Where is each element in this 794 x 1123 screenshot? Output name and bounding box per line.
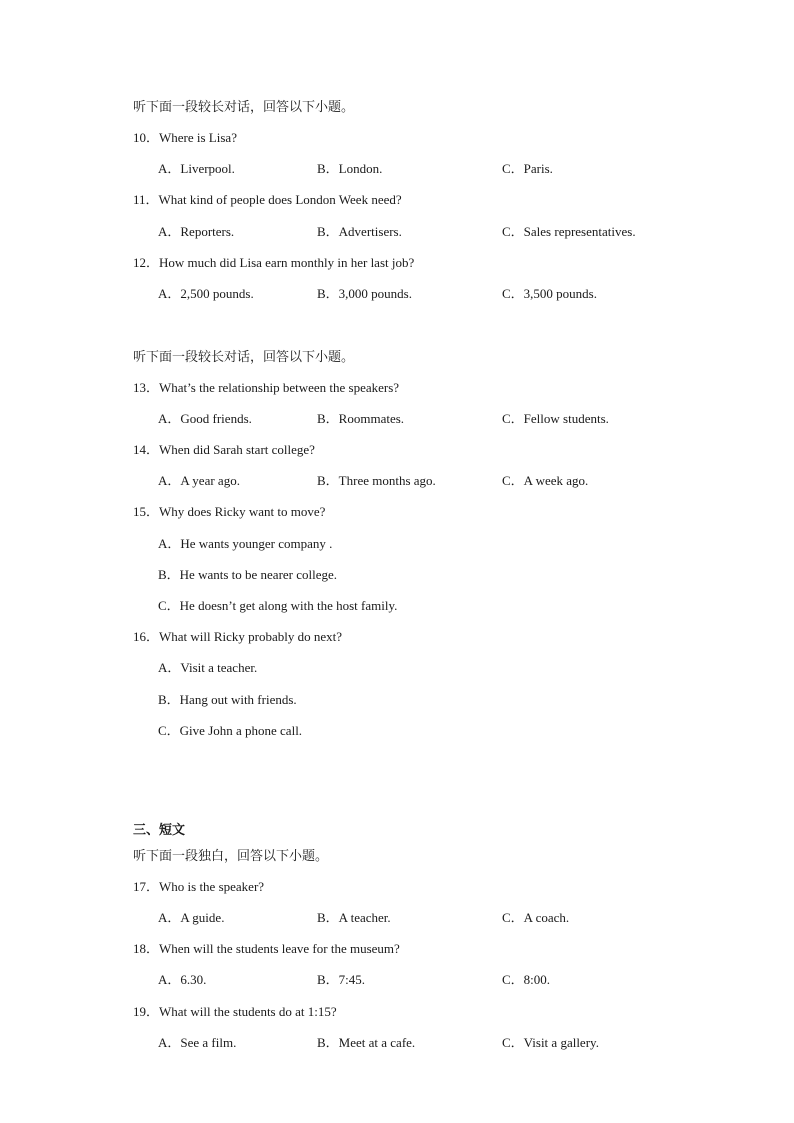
question-10-option-c[interactable]: C．Paris. xyxy=(502,161,553,176)
question-16-option-a[interactable]: A．Visit a teacher. xyxy=(158,660,258,675)
question-13-option-c[interactable]: C．Fellow students. xyxy=(502,411,609,426)
question-15-option-b[interactable]: B．He wants to be nearer college. xyxy=(158,567,338,582)
question-18-stem: 18．When will the students leave for the museum? xyxy=(133,941,400,956)
question-17-option-c[interactable]: C．A coach. xyxy=(502,910,570,925)
question-10-option-a[interactable]: A．Liverpool. xyxy=(158,161,235,176)
question-13-stem: 13．What’s the relationship between the speakers? xyxy=(133,380,400,395)
question-12-stem: 12．How much did Lisa earn monthly in her last job? xyxy=(133,255,415,270)
question-13-option-b[interactable]: B．Roommates. xyxy=(317,411,405,426)
question-16-option-b[interactable]: B．Hang out with friends. xyxy=(158,692,297,707)
question-11-option-c[interactable]: C．Sales representatives. xyxy=(502,224,636,239)
question-16-stem: 16．What will Ricky probably do next? xyxy=(133,629,343,644)
question-14-option-b[interactable]: B．Three months ago. xyxy=(317,473,436,488)
question-10-option-b[interactable]: B．London. xyxy=(317,161,383,176)
question-17-stem: 17．Who is the speaker? xyxy=(133,879,265,894)
question-19-option-b[interactable]: B．Meet at a cafe. xyxy=(317,1035,416,1050)
section-1-intro: 听下面一段较长对话，回答以下小题。 xyxy=(133,99,355,114)
question-18-option-a[interactable]: A．6.30. xyxy=(158,972,207,987)
question-15-option-a[interactable]: A．He wants younger company . xyxy=(158,536,333,551)
question-19-stem: 19．What will the students do at 1:15? xyxy=(133,1004,337,1019)
question-18-option-b[interactable]: B．7:45. xyxy=(317,972,366,987)
question-17-option-a[interactable]: A．A guide. xyxy=(158,910,225,925)
section-2-intro: 听下面一段较长对话，回答以下小题。 xyxy=(133,349,355,364)
question-16-option-c[interactable]: C．Give John a phone call. xyxy=(158,723,303,738)
question-11-stem: 11．What kind of people does London Week need? xyxy=(133,192,402,207)
question-10-stem: 10．Where is Lisa? xyxy=(133,130,237,145)
question-12-option-a[interactable]: A．2,500 pounds. xyxy=(158,286,254,301)
question-14-option-a[interactable]: A．A year ago. xyxy=(158,473,240,488)
question-12-option-b[interactable]: B．3,000 pounds. xyxy=(317,286,412,301)
question-19-option-a[interactable]: A．See a film. xyxy=(158,1035,237,1050)
question-19-option-c[interactable]: C．Visit a gallery. xyxy=(502,1035,599,1050)
question-18-option-c[interactable]: C．8:00. xyxy=(502,972,551,987)
question-13-option-a[interactable]: A．Good friends. xyxy=(158,411,252,426)
question-11-option-b[interactable]: B．Advertisers. xyxy=(317,224,402,239)
section-3-heading: 三、短文 xyxy=(133,822,186,837)
question-11-option-a[interactable]: A．Reporters. xyxy=(158,224,235,239)
question-14-stem: 14．When did Sarah start college? xyxy=(133,442,315,457)
question-14-option-c[interactable]: C．A week ago. xyxy=(502,473,589,488)
question-17-option-b[interactable]: B．A teacher. xyxy=(317,910,391,925)
question-12-option-c[interactable]: C．3,500 pounds. xyxy=(502,286,597,301)
section-3-intro: 听下面一段独白，回答以下小题。 xyxy=(133,848,329,863)
question-15-stem: 15．Why does Ricky want to move? xyxy=(133,504,326,519)
question-15-option-c[interactable]: C．He doesn’t get along with the host family. xyxy=(158,598,398,613)
